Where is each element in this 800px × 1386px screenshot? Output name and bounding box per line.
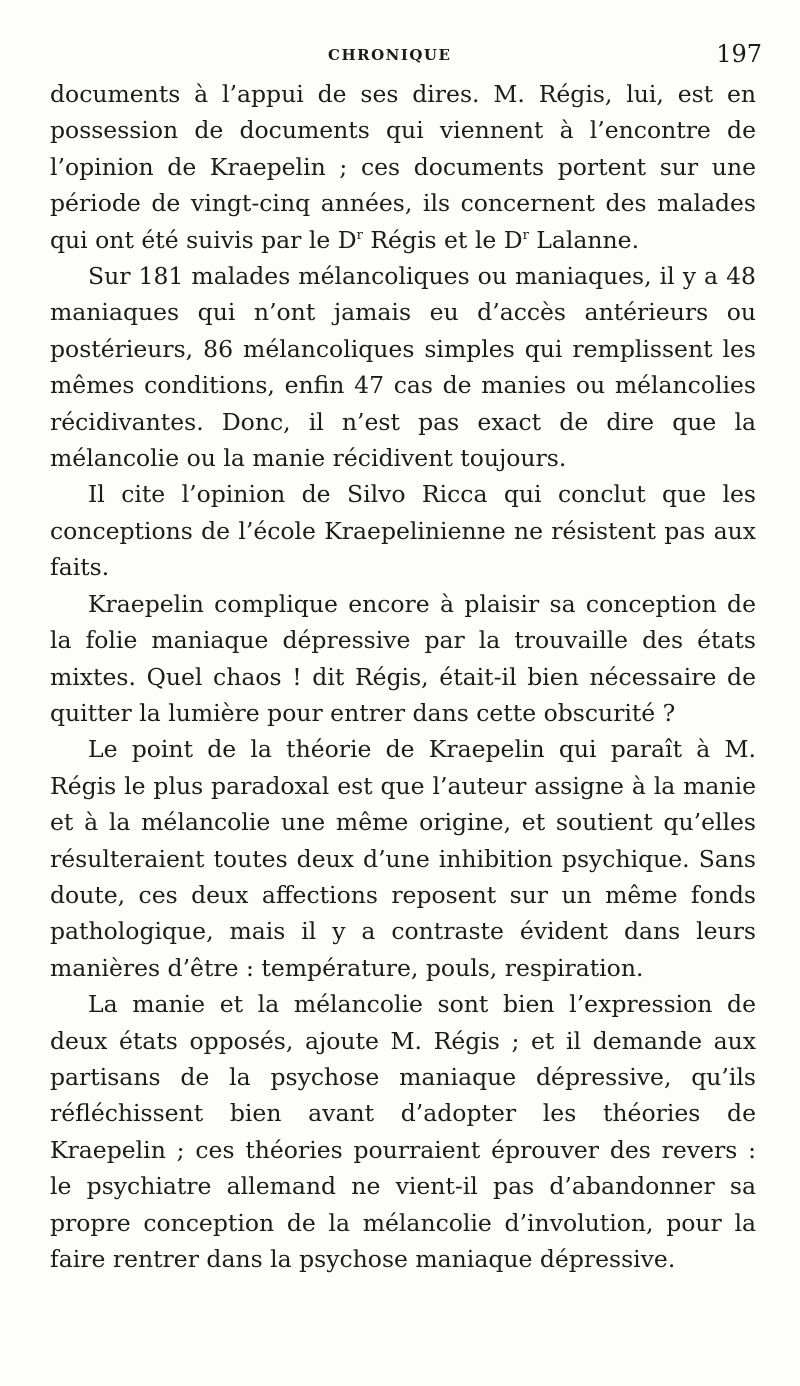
paragraph-3: Il cite l’opinion de Silvo Ricca qui conclut que les conceptions de l’école Kraepelinienne ne résistent pas aux faits.: [50, 480, 756, 582]
paragraph-1-text-a: documents à l’appui de ses dires. M. Régis, lui, est en possession de documents qui viennent à l’encontre de l’opinion de Kraepelin ; ces documents portent sur une période de vingt-cinq années, ils concernent des malades qui ont été suivis par le D: [50, 80, 756, 254]
paragraph-2: Sur 181 malades mélancoliques ou maniaques, il y a 48 maniaques qui n’ont jamais eu d’accès antérieurs ou postérieurs, 86 mélancoliques simples qui remplissent les mêmes conditions, enfin 47 cas de manies ou mélancolies récidivantes. Donc, il n’est pas exact de dire que la mélancolie ou la manie récidivent toujours.: [50, 262, 756, 473]
running-title: CHRONIQUE: [328, 46, 452, 64]
running-head: [48, 40, 762, 68]
body-text: [50, 76, 756, 1277]
doctor-abbrev-sup: r: [522, 227, 529, 243]
paragraph-4: Kraepelin complique encore à plaisir sa conception de la folie maniaque dépressive par la trouvaille des états mixtes. Quel chaos ! dit Régis, était-il bien nécessaire de quitter la lumière pour entrer dans cette obscurité ?: [50, 589, 756, 727]
doctor-abbrev-sup: r: [356, 227, 363, 243]
paragraph-1: [50, 76, 756, 258]
paragraph-6: La manie et la mélancolie sont bien l’expression de deux états opposés, ajoute M. Régis ; et il demande aux partisans de la psychose maniaque dépressive, qu’ils réfléchissent bien avant d’adopter les théories de Kraepelin ; ces théories pourraient éprouver des revers : le psychiatre allemand ne vient-il pas d’abandonner sa propre conception de la mélancolie d’involution, pour la faire rentrer dans la psychose maniaque dépressive.: [50, 990, 756, 1273]
page-number: 197: [716, 40, 762, 68]
paragraph-1-text-c: Lalanne.: [528, 225, 640, 254]
paragraph-5: Le point de la théorie de Kraepelin qui paraît à M. Régis le plus paradoxal est que l’auteur assigne à la manie et à la mélancolie une même origine, et soutient qu’elles résulteraient toutes deux d’une inhibition psychique. Sans doute, ces deux affections reposent sur un même fonds pathologique, mais il y a contraste évident dans leurs manières d’être : température, pouls, respiration.: [50, 735, 756, 982]
paragraph-1-text-b: Régis et le D: [362, 225, 523, 254]
